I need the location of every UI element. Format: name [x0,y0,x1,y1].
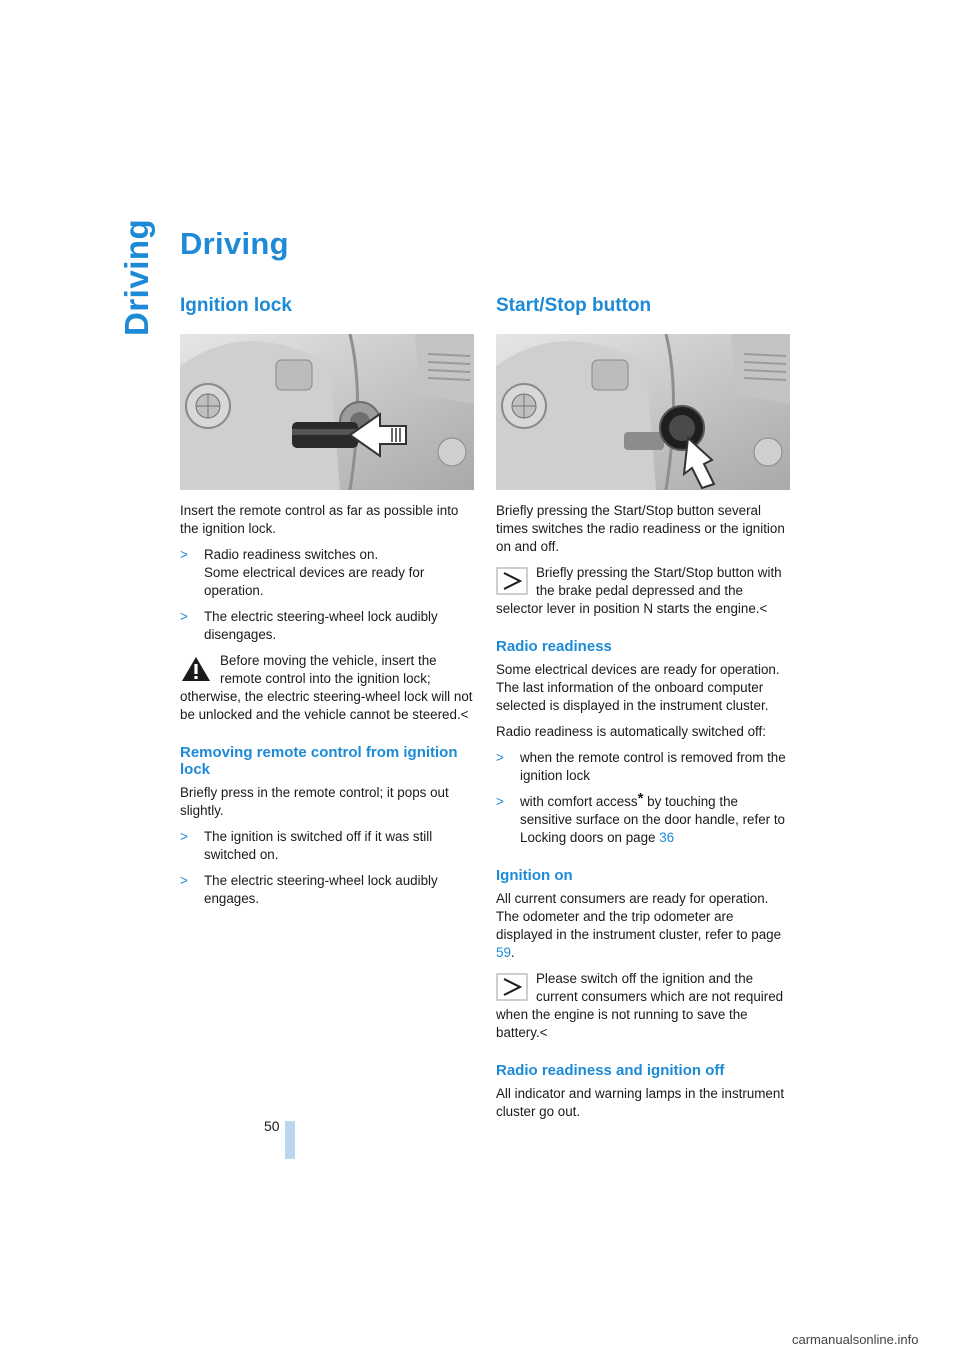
list-item [180,608,474,644]
ignition-lock-heading: Ignition lock [180,295,292,316]
bullet-marker: > [496,794,504,809]
bullet-marker: > [180,547,188,562]
ignition-on-text: All current consumers are ready for operation. The odometer and the trip odometer are displayed in the instrument cluster, refer to page 59. [496,891,782,960]
list-item [496,749,790,785]
page-link-36[interactable]: 36 [659,830,675,845]
bullet-marker: > [180,829,188,844]
radio-readiness-heading: Radio readiness [496,638,612,655]
list-item [180,872,474,908]
note-arrow-icon [496,567,528,595]
note-text: Please switch off the ignition and the current consumers which are not required when the engine is not running to save the battery. [496,971,784,1040]
bullet-text: when the remote control is removed from the ignition lock [520,750,786,783]
watermark: carmanualsonline.info [792,1332,919,1347]
bullet-marker: > [180,873,188,888]
bullet-text: The ignition is switched off if it was still switched on. [204,829,433,862]
side-tab [116,218,156,338]
bullet-text: The electric steering-wheel lock audibly engages. [204,873,438,906]
optional-equipment-star: * [637,790,644,807]
bullet-text-a: with comfort access [520,794,638,809]
info-note [496,970,790,1042]
end-mark: < [539,1025,548,1040]
side-tab-label: Driving [118,218,155,336]
left-column [180,294,474,916]
ignition-on-heading: Ignition on [496,867,573,884]
page-title: Driving [180,226,289,261]
warning-text: Before moving the vehicle, insert the remote control into the ignition lock; otherwise, the electric steering-wheel lock will not be unlocked and the vehicle cannot be steered. [180,653,473,722]
page-number: 50 [264,1118,280,1134]
end-mark: < [759,601,768,616]
removing-remote-text: Briefly press in the remote control; it pops out slightly. [180,785,449,818]
radio-off-intro: Radio readiness is automatically switched off: [496,724,766,739]
ignition-lock-figure [180,334,474,490]
start-stop-intro: Briefly pressing the Start/Stop button several times switches the radio readiness or the ignition on and off. [496,503,785,554]
warning-icon [180,655,212,683]
list-item [496,790,790,847]
info-note [496,564,790,618]
end-mark: < [460,707,469,722]
radio-ignition-off-text: All indicator and warning lamps in the instrument cluster go out. [496,1086,785,1119]
radio-ignition-off-heading: Radio readiness and ignition off [496,1062,725,1079]
bullet-text-b: by touching the sensitive surface on the door handle, refer to Locking doors on page [520,794,785,845]
right-column [496,294,790,1129]
radio-readiness-text: Some electrical devices are ready for operation. The last information of the onboard computer selected is displayed in the instrument cluster. [496,662,780,713]
bullet-marker: > [496,750,504,765]
bullet-text: Radio readiness switches on. Some electrical devices are ready for operation. [204,547,425,598]
ignition-on-body: All current consumers are ready for operation. The odometer and the trip odometer are displayed in the instrument cluster, refer to page [496,891,782,942]
note-text: Briefly pressing the Start/Stop button with the brake pedal depressed and the selector lever in position N starts the engine. [496,565,782,616]
bullet-text: The electric steering-wheel lock audibly disengages. [204,609,438,642]
bullet-marker: > [180,609,188,624]
note-arrow-icon [496,973,528,1001]
ignition-intro: Insert the remote control as far as possible into the ignition lock. [180,503,459,536]
page-link-59[interactable]: 59 [496,945,511,960]
page-number-bar [285,1121,295,1159]
list-item [180,828,474,864]
warning-note [180,652,474,724]
start-stop-figure [496,334,790,490]
start-stop-heading: Start/Stop button [496,295,652,316]
list-item [180,546,474,600]
removing-remote-heading: Removing remote control from ignition lock [180,744,458,778]
